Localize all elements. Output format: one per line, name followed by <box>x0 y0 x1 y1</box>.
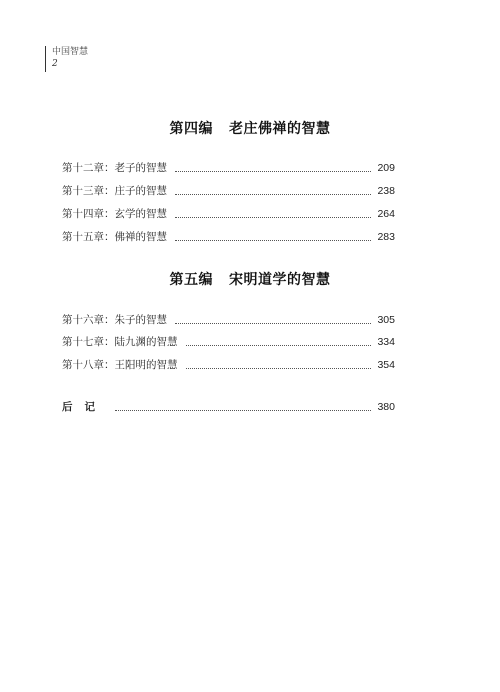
toc-entry[interactable] <box>62 229 395 245</box>
afterword-page: 380 <box>377 401 395 413</box>
part-title: 老庄佛禅的智慧 <box>229 121 331 137</box>
toc-entry[interactable] <box>62 357 395 373</box>
toc-entry-label: 第十四章：玄学的智慧 <box>62 208 167 220</box>
toc-entry-page: 209 <box>377 162 395 174</box>
leader-dots <box>175 193 371 195</box>
book-title: 中国智慧 <box>52 47 89 57</box>
leader-dots <box>175 322 371 324</box>
leader-dots <box>175 216 371 218</box>
running-head <box>45 46 88 72</box>
toc-entry[interactable] <box>62 183 395 199</box>
toc-entry-page: 264 <box>377 208 395 220</box>
toc-entry-label: 第十三章：庄子的智慧 <box>62 185 167 197</box>
leader-dots <box>186 344 372 346</box>
toc-entry[interactable] <box>62 206 395 222</box>
toc-entry-page: 334 <box>377 336 395 348</box>
part-number: 第四编 <box>169 121 213 137</box>
toc-entry-page: 305 <box>377 314 395 326</box>
part-title: 宋明道学的智慧 <box>229 272 331 288</box>
part-number: 第五编 <box>169 272 213 288</box>
toc-entry-label: 第十八章：王阳明的智慧 <box>62 359 178 371</box>
toc-entry-afterword[interactable] <box>62 399 395 415</box>
toc-entry[interactable] <box>62 160 395 176</box>
leader-dots <box>175 170 371 172</box>
part-heading <box>0 269 500 289</box>
leader-dots <box>115 409 371 411</box>
part-heading <box>0 118 500 138</box>
toc-entry-label: 第十五章：佛禅的智慧 <box>62 231 167 243</box>
leader-dots <box>186 367 372 369</box>
afterword-label: 后记 <box>62 401 107 413</box>
toc-entry[interactable] <box>62 334 395 350</box>
page-number: 2 <box>52 59 58 69</box>
toc-entry-label: 第十二章：老子的智慧 <box>62 162 167 174</box>
toc-entry-page: 354 <box>377 359 395 371</box>
toc-entry-page: 238 <box>377 185 395 197</box>
leader-dots <box>175 239 371 241</box>
toc-entry-page: 283 <box>377 231 395 243</box>
toc-entry-label: 第十六章：朱子的智慧 <box>62 314 167 326</box>
toc-entry-label: 第十七章：陆九渊的智慧 <box>62 336 178 348</box>
toc-entry[interactable] <box>62 312 395 328</box>
